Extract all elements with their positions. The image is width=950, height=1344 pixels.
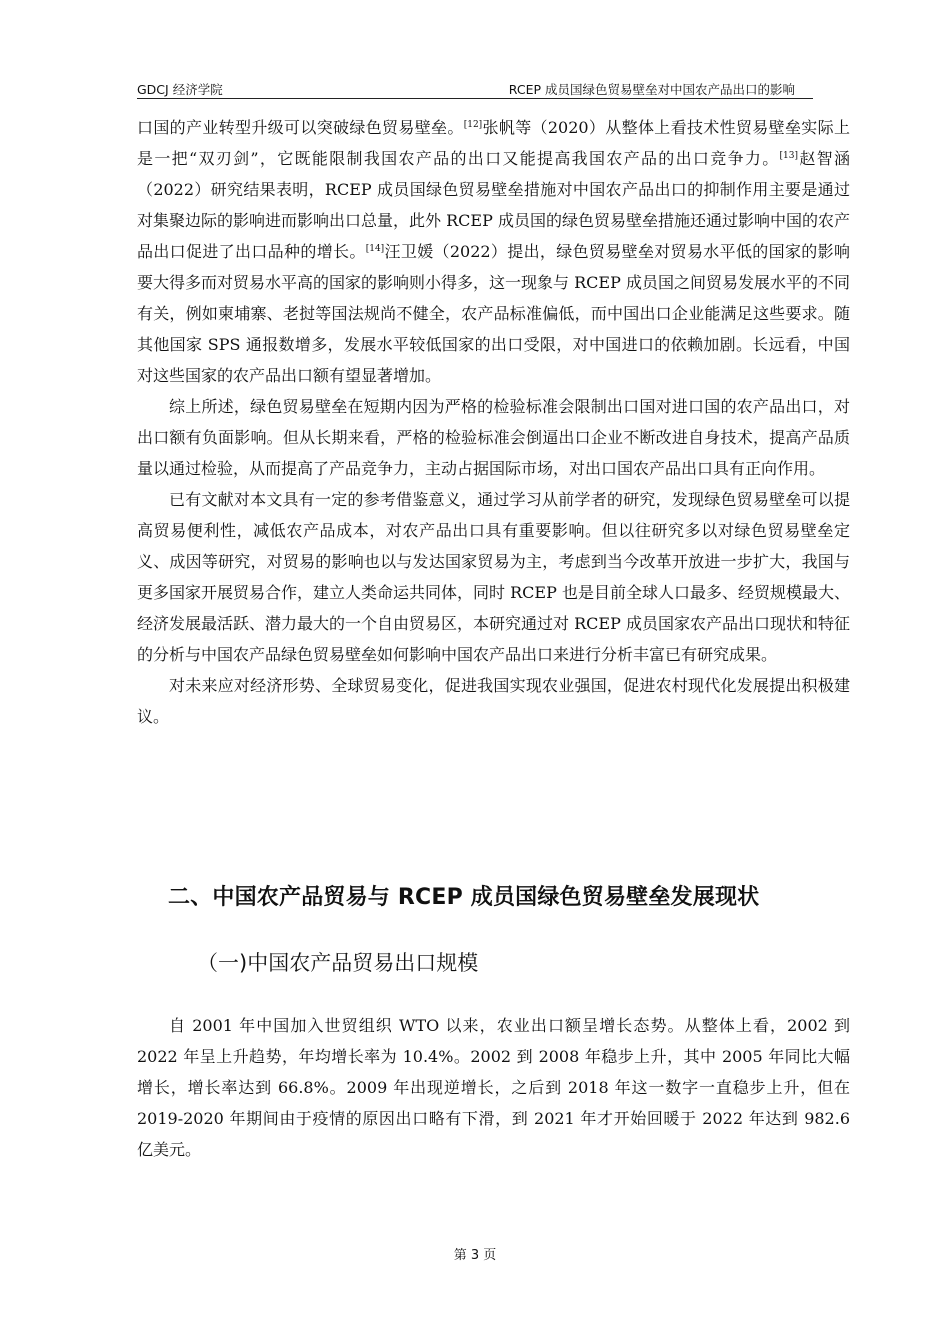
paragraph-3: 已有文献对本文具有一定的参考借鉴意义，通过学习从前学者的研究，发现绿色贸易壁垒可以提高贸易便利性，减低农产品成本，对农产品出口具有重要影响。但以往研究多以对绿色贸易壁垒定义、成因等研究，对贸易的影响也以与发达国家贸易为主，考虑到当今改革开放进一步扩大，我国与更多国家开展贸易合作，建立人类命运共同体，同时 RCEP 也是目前全球人口最多、经贸规模最大、经济发展最活跃、潜力最大的一个自由贸易区，本研究通过对 RCEP 成员国家农产品出口现状和特征的分析与中国农产品绿色贸易壁垒如何影响中国农产品出口来进行分析丰富已有研究成果。 <box>137 490 850 664</box>
header-thesis-title: RCEP 成员国绿色贸易壁垒对中国农产品出口的影响 <box>508 82 795 97</box>
section-heading: 二、中国农产品贸易与 RCEP 成员国绿色贸易壁垒发展现状 <box>168 885 760 910</box>
text-segment: 汪卫媛（2022）提出，绿色贸易壁垒对贸易水平低的国家的影响要大得多而对贸易水平高的国家的影响则小得多，这一现象与 RCEP 成员国之间贸易发展水平的不同有关，例如柬埔寨、老挝等国法规尚不健全，农产品标准偏低，而中国出口企业能满足这些要求。随其他国家 SPS 通报数增多，发展水平较低国家的出口受限，对中国进口的依赖加剧。长远看，中国对这些国家的农产品出口额有望显著增加。 <box>137 242 850 385</box>
main-text <box>137 112 850 732</box>
subsection-heading: （一)中国农产品贸易出口规模 <box>197 951 479 975</box>
text-segment: 赵智涵（2022）研究结果表明，RCEP 成员国绿色贸易壁垒措施对中国农产品出口的抑制作用主要是通过对集聚边际的影响进而影响出口总量，此外 RCEP 成员国的绿色贸易壁垒措施还通过影响中国的农产品出口促进了出口品种的增长。 <box>137 149 850 261</box>
page-header <box>137 78 813 98</box>
citation-ref: [14] <box>365 244 385 254</box>
subsection-text <box>137 1010 850 1165</box>
paragraph-1 <box>137 112 850 391</box>
citation-ref: [12] <box>463 120 483 130</box>
text-segment: 张帆等（2020）从整体上看技术性贸易壁垒实际上是一把“双刃剑”，它既能限制我国农产品的出口又能提高我国农产品的出口竞争力。 <box>137 118 850 168</box>
citation-ref: [13] <box>779 151 799 161</box>
paragraph-5: 自 2001 年中国加入世贸组织 WTO 以来，农业出口额呈增长态势。从整体上看，2002 到 2022 年呈上升趋势，年均增长率为 10.4%。2002 到 2008 年稳步上升，其中 2005 年同比大幅增长，增长率达到 66.8%。2009 年出现逆增长，之后到 2018 年这一数字一直稳步上升，但在 2019-2020 年期间由于疫情的原因出口略有下滑，到 2021 年才开始回暖于 2022 年达到 982.6 亿美元。 <box>137 1016 850 1159</box>
header-institution: GDCJ 经济学院 <box>137 82 223 97</box>
header-divider <box>137 98 813 99</box>
text-segment: 口国的产业转型升级可以突破绿色贸易壁垒。 <box>137 118 464 137</box>
paragraph-2: 综上所述，绿色贸易壁垒在短期内因为严格的检验标准会限制出口国对进口国的农产品出口，对出口额有负面影响。但从长期来看，严格的检验标准会倒逼出口企业不断改进自身技术，提高产品质量以通过检验，从而提高了产品竞争力，主动占据国际市场，对出口国农产品出口具有正向作用。 <box>137 397 850 478</box>
paragraph-4: 对未来应对经济形势、全球贸易变化，促进我国实现农业强国，促进农村现代化发展提出积极建议。 <box>137 676 850 726</box>
page-number: 第 3 页 <box>453 1248 497 1263</box>
